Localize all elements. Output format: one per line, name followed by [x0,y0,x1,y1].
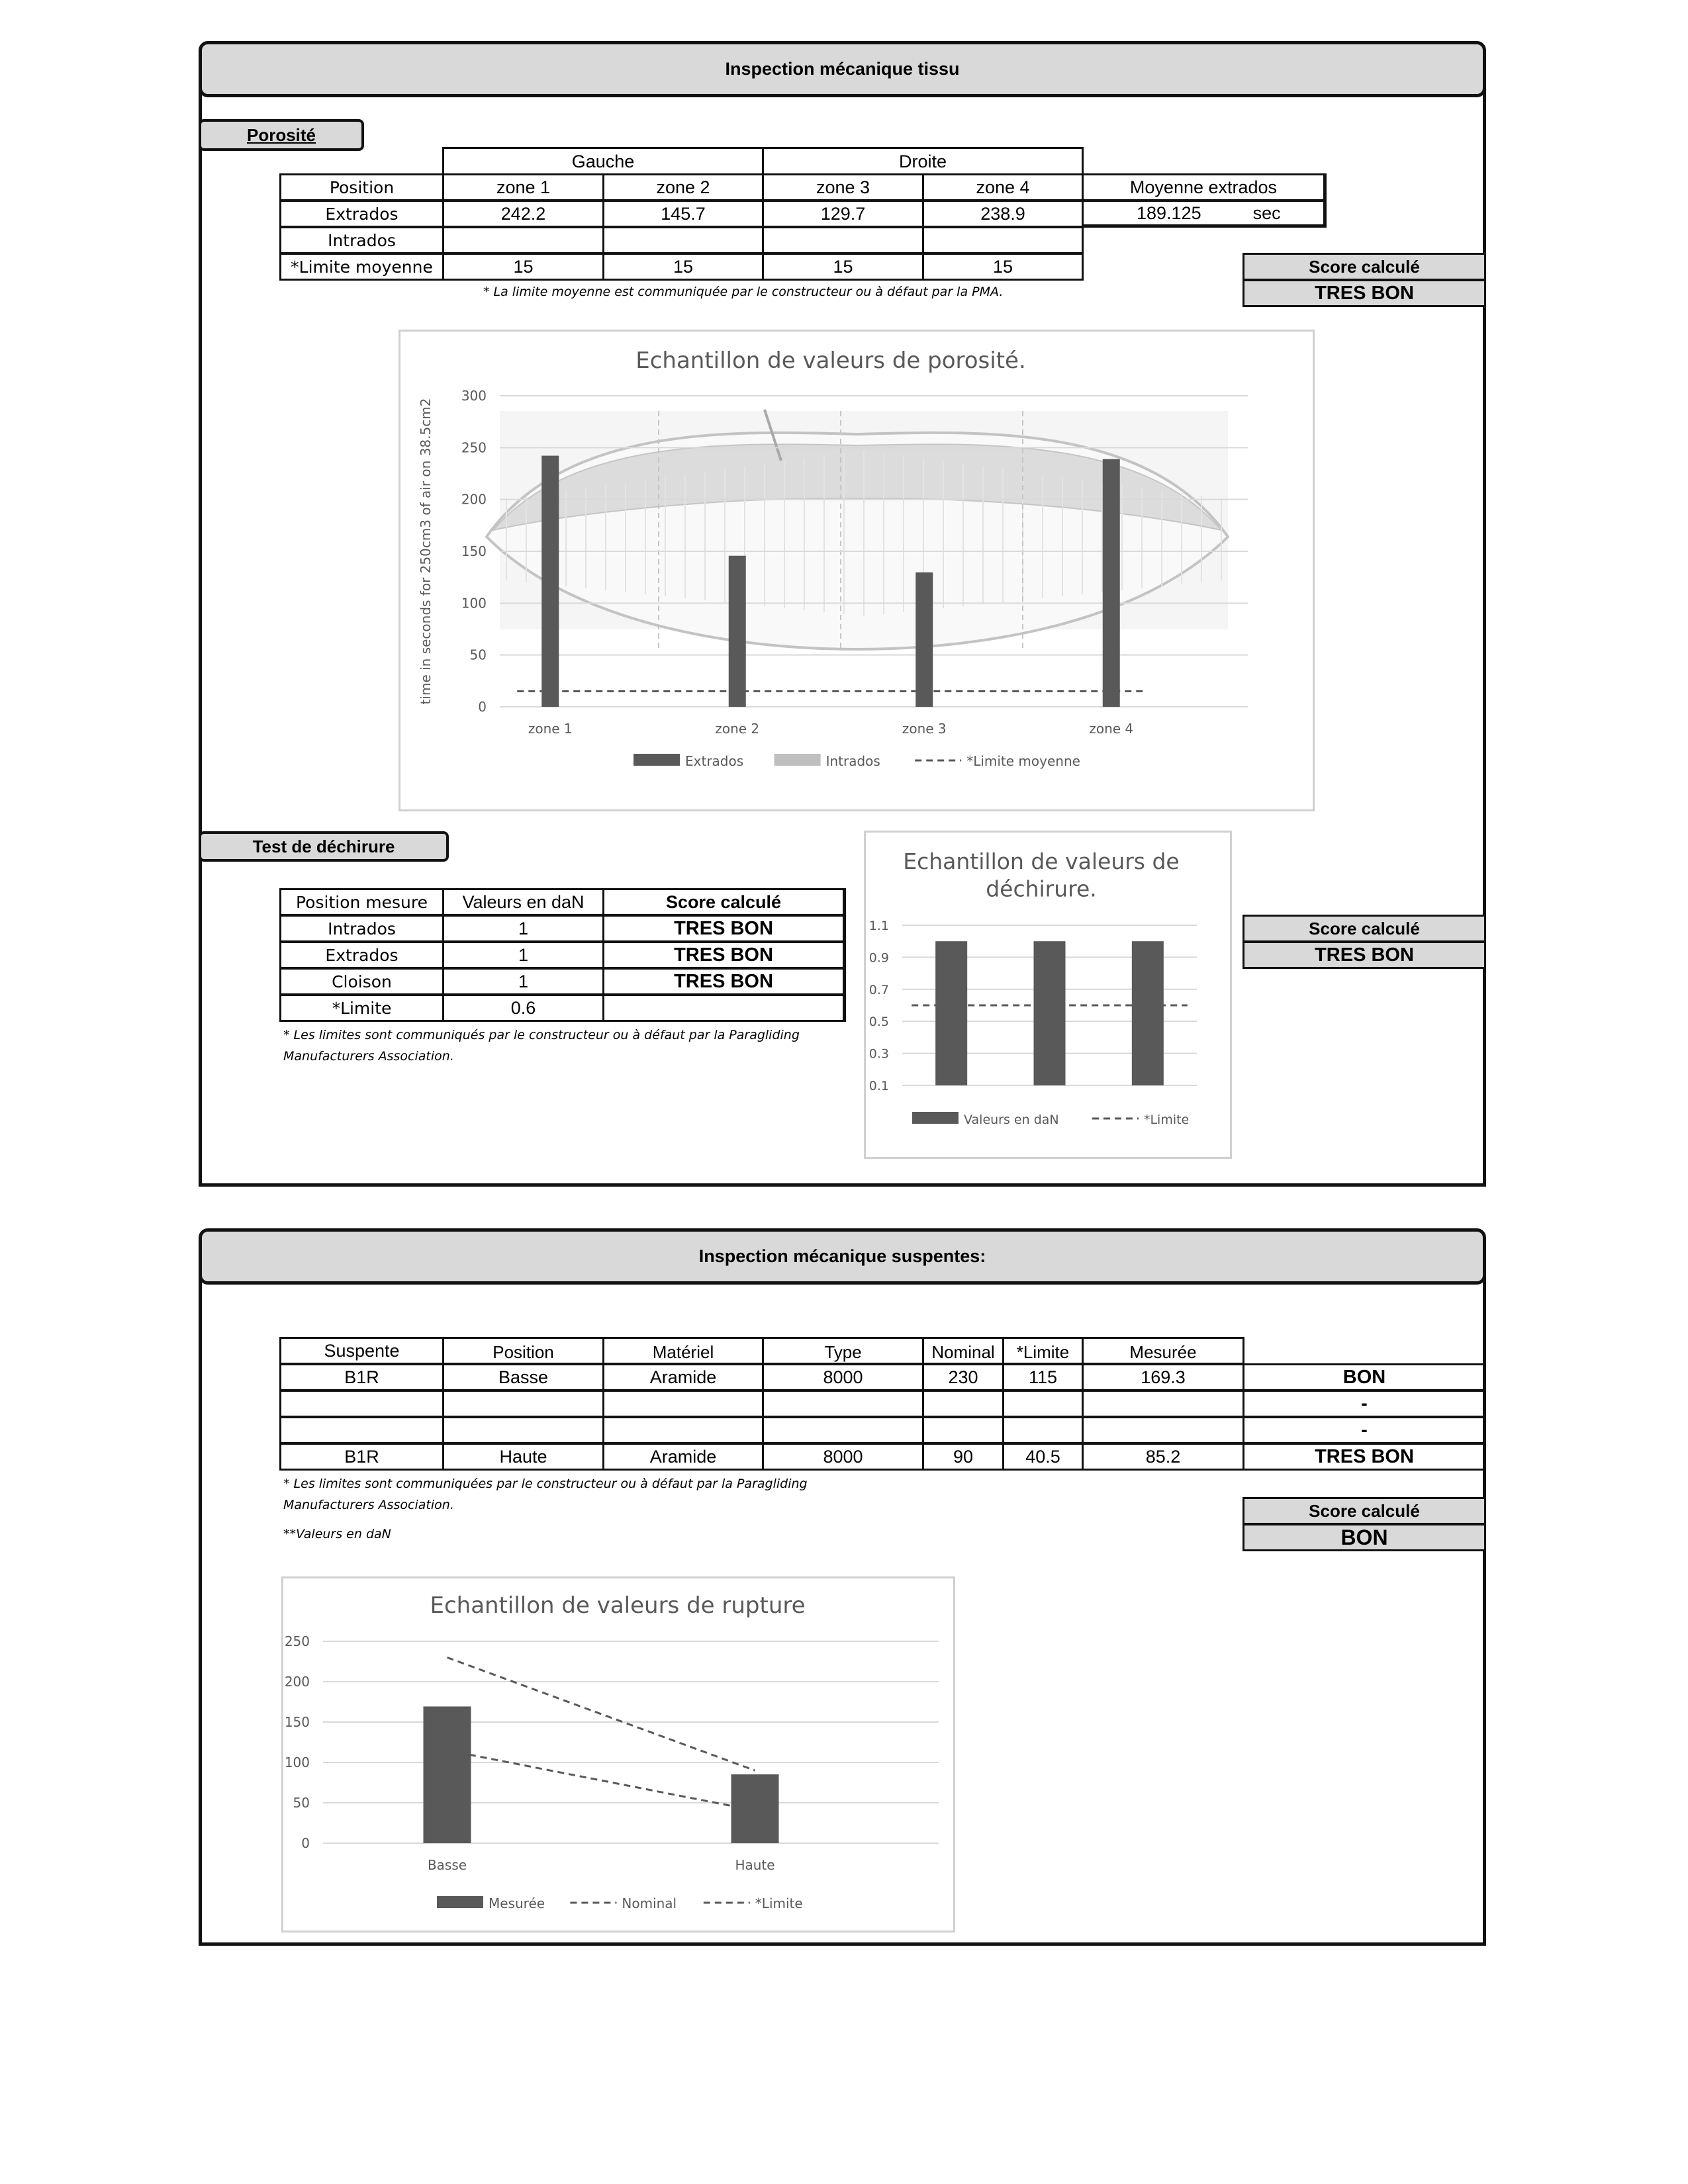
dechirure-row-intrados-value: 1 [442,915,604,942]
legend-swatch [912,1112,959,1124]
susp-row2-position [442,1390,604,1418]
dechirure-row-extrados-score: TRES BON [602,941,846,969]
y-tick-label: 1.1 [868,919,889,933]
legend-label: Mesurée [489,1895,545,1911]
legend-label: Intrados [825,753,880,769]
extrados-zone-2: 145.7 [602,200,764,228]
legend-swatch [774,754,821,766]
susp-header-nominal: Nominal [922,1337,1004,1365]
bar-extrados [729,556,746,707]
chart-title: Echantillon de valeurs de rupture [430,1592,806,1619]
susp-row3-type [762,1416,924,1444]
extrados-zone-1: 242.2 [442,200,604,228]
porosite-score-value: TRES BON [1243,279,1486,307]
line-nominal [447,1657,755,1770]
susp-row4-nominal: 90 [922,1443,1004,1471]
dechirure-row-cloison-label: Cloison [279,968,444,995]
porosite-note: * La limite moyenne est communiquée par le constructeur ou à défaut par la PMA. [483,285,1004,299]
susp-row3-limite [1002,1416,1084,1444]
zone-3-header: zone 3 [762,173,924,201]
dechirure-row-limite-label: *Limite [279,994,444,1022]
susp-row2-nominal [922,1390,1004,1418]
legend-swatch [633,754,680,766]
dechirure-row-limite-score [602,994,846,1022]
susp-row2-mesuree [1082,1390,1244,1418]
chart-title: Echantillon de valeurs de [903,848,1180,874]
susp-row1-suspente: B1R [279,1363,444,1391]
extrados-zone-4: 238.9 [922,200,1084,228]
limite-zone-4: 15 [922,253,1084,281]
porosite-tag [199,119,364,151]
legend-label: Extrados [685,753,744,769]
y-tick-label: 50 [293,1795,310,1811]
extrados-zone-3: 129.7 [762,200,924,228]
limite-zone-3: 15 [762,253,924,281]
x-tick-label: Haute [735,1857,775,1873]
dechirure-score-label: Score calculé [1243,915,1486,942]
dechirure-tag: Test de déchirure [199,831,449,862]
y-tick-label: 250 [461,439,487,456]
porosite-chart-svg [400,332,1313,809]
y-tick-label: 200 [284,1674,310,1690]
y-tick-label: 0.9 [868,950,889,966]
y-tick-label: 50 [469,647,487,663]
suspentes-note-line1: * Les limites sont communiquées par le constructeur ou à défaut par la Paragliding [283,1477,808,1491]
porosite-chart [399,330,1315,811]
moyenne-extrados-cell [1082,200,1327,228]
dechirure-row-extrados-label: Extrados [279,941,444,969]
susp-header-position: Position [442,1337,604,1365]
x-tick-label: zone 4 [1089,721,1134,737]
susp-row4-materiel: Aramide [602,1443,764,1471]
susp-header-materiel: Matériel [602,1337,764,1365]
susp-row2-type [762,1390,924,1418]
limite-zone-2: 15 [602,253,764,281]
dechirure-note-line1: * Les limites sont communiqués par le constructeur ou à défaut par la Paragliding [283,1028,800,1042]
susp-row1-position: Basse [442,1363,604,1391]
susp-header-type: Type [762,1337,924,1365]
y-tick-label: 200 [461,491,487,508]
suspentes-header: Inspection mécanique suspentes: [199,1228,1486,1285]
y-tick-label: 0 [301,1835,310,1851]
susp-row1-nominal: 230 [922,1363,1004,1391]
x-tick-label: zone 3 [902,721,947,737]
y-tick-label: 250 [284,1633,310,1649]
y-tick-label: 100 [284,1754,310,1770]
dechirure-row-limite-value: 0.6 [442,994,604,1022]
susp-row2-limite [1002,1390,1084,1418]
susp-header-suspente: Suspente [279,1337,444,1365]
dechirure-row-intrados-score: TRES BON [602,915,846,942]
susp-row3-suspente [279,1416,444,1444]
moyenne-extrados-unit: sec [1252,203,1281,223]
intrados-zone-3 [762,226,924,254]
susp-row3-materiel [602,1416,764,1444]
susp-row3-nominal [922,1416,1004,1444]
rupture-chart [281,1576,955,1933]
dechirure-chart [864,831,1232,1159]
legend-label: *Limite [755,1895,803,1911]
susp-row1-mesuree: 169.3 [1082,1363,1244,1391]
y-tick-label: 0.1 [868,1079,889,1093]
bar-valeurs-en-dan [935,941,967,1085]
bar-mesur-e [424,1706,471,1843]
legend-label: Nominal [622,1895,677,1911]
bar-mesur-e [731,1774,779,1843]
dechirure-note-line2: Manufacturers Association. [283,1049,454,1064]
zone-2-header: zone 2 [602,173,764,201]
chart-title: déchirure. [986,876,1097,902]
susp-row4-score: TRES BON [1243,1443,1486,1471]
bar-valeurs-en-dan [1132,941,1164,1085]
x-tick-label: zone 2 [715,721,760,737]
row-limite-label: *Limite moyenne [279,253,444,281]
susp-row2-score: - [1243,1390,1486,1418]
dechirure-row-extrados-value: 1 [442,941,604,969]
dechirure-chart-svg [866,833,1230,1157]
suspentes-score-value: BON [1243,1524,1486,1551]
susp-row2-suspente [279,1390,444,1418]
suspentes-score-label: Score calculé [1243,1497,1486,1525]
y-tick-label: 0.3 [868,1046,889,1062]
col-position-header: Position [279,173,444,201]
suspentes-note-line2: Manufacturers Association. [283,1498,454,1512]
chart-title: Echantillon de valeurs de porosité. [635,347,1026,374]
dechirure-row-intrados-label: Intrados [279,915,444,942]
susp-row3-position [442,1416,604,1444]
moyenne-extrados-value: 189.125 [1137,203,1201,223]
rupture-chart-svg [283,1578,953,1931]
dechirure-header-score: Score calculé [602,888,846,916]
y-tick-label: 0.5 [868,1015,889,1030]
susp-row4-type: 8000 [762,1443,924,1471]
bar-valeurs-en-dan [1034,941,1066,1085]
legend-label: *Limite [1143,1113,1190,1127]
susp-row4-suspente: B1R [279,1443,444,1471]
y-tick-label: 150 [461,543,487,559]
legend-label: Valeurs en daN [964,1113,1059,1127]
x-tick-label: zone 1 [528,721,573,737]
susp-row1-score: BON [1243,1363,1486,1391]
dechirure-row-cloison-score: TRES BON [602,968,846,995]
zone-1-header: zone 1 [442,173,604,201]
intrados-zone-4 [922,226,1084,254]
intrados-zone-2 [602,226,764,254]
group-droite: Droite [762,147,1084,175]
moyenne-header: Moyenne extrados [1082,173,1327,201]
dechirure-header-valeurs: Valeurs en daN [442,888,604,916]
y-axis-label: time in seconds for 250cm3 of air on 38.5cm2 [418,398,434,705]
group-gauche: Gauche [442,147,764,175]
susp-row3-mesuree [1082,1416,1244,1444]
tissu-header: Inspection mécanique tissu [199,41,1486,97]
susp-row1-type: 8000 [762,1363,924,1391]
susp-header-mesuree: Mesurée [1082,1337,1244,1365]
susp-row4-mesuree: 85.2 [1082,1443,1244,1471]
legend-swatch [437,1896,483,1908]
y-tick-label: 100 [461,595,487,612]
susp-row2-materiel [602,1390,764,1418]
x-tick-label: Basse [427,1857,467,1873]
bar-extrados [1103,459,1120,707]
susp-row4-limite: 40.5 [1002,1443,1084,1471]
limite-zone-1: 15 [442,253,604,281]
susp-row1-limite: 115 [1002,1363,1084,1391]
intrados-zone-1 [442,226,604,254]
row-extrados-label: Extrados [279,200,444,228]
y-tick-label: 0 [478,699,487,715]
susp-row1-materiel: Aramide [602,1363,764,1391]
zone-4-header: zone 4 [922,173,1084,201]
legend-label: *Limite moyenne [966,753,1080,769]
y-tick-label: 0.7 [868,982,889,997]
susp-row3-score: - [1243,1416,1486,1444]
dechirure-header-position: Position mesure [279,888,444,916]
bar-extrados [541,456,559,707]
dechirure-score-value: TRES BON [1243,941,1486,969]
dechirure-row-cloison-value: 1 [442,968,604,995]
row-intrados-label: Intrados [279,226,444,254]
susp-row4-position: Haute [442,1443,604,1471]
y-tick-label: 300 [461,388,487,404]
porosite-score-label: Score calculé [1243,253,1486,281]
line--limite [447,1751,755,1811]
susp-header-limite: *Limite [1002,1337,1084,1365]
suspentes-note-line3: **Valeurs en daN [283,1527,391,1541]
bar-extrados [915,572,933,707]
y-tick-label: 150 [284,1714,310,1730]
porosite-tag-label: Porosité [246,124,316,145]
